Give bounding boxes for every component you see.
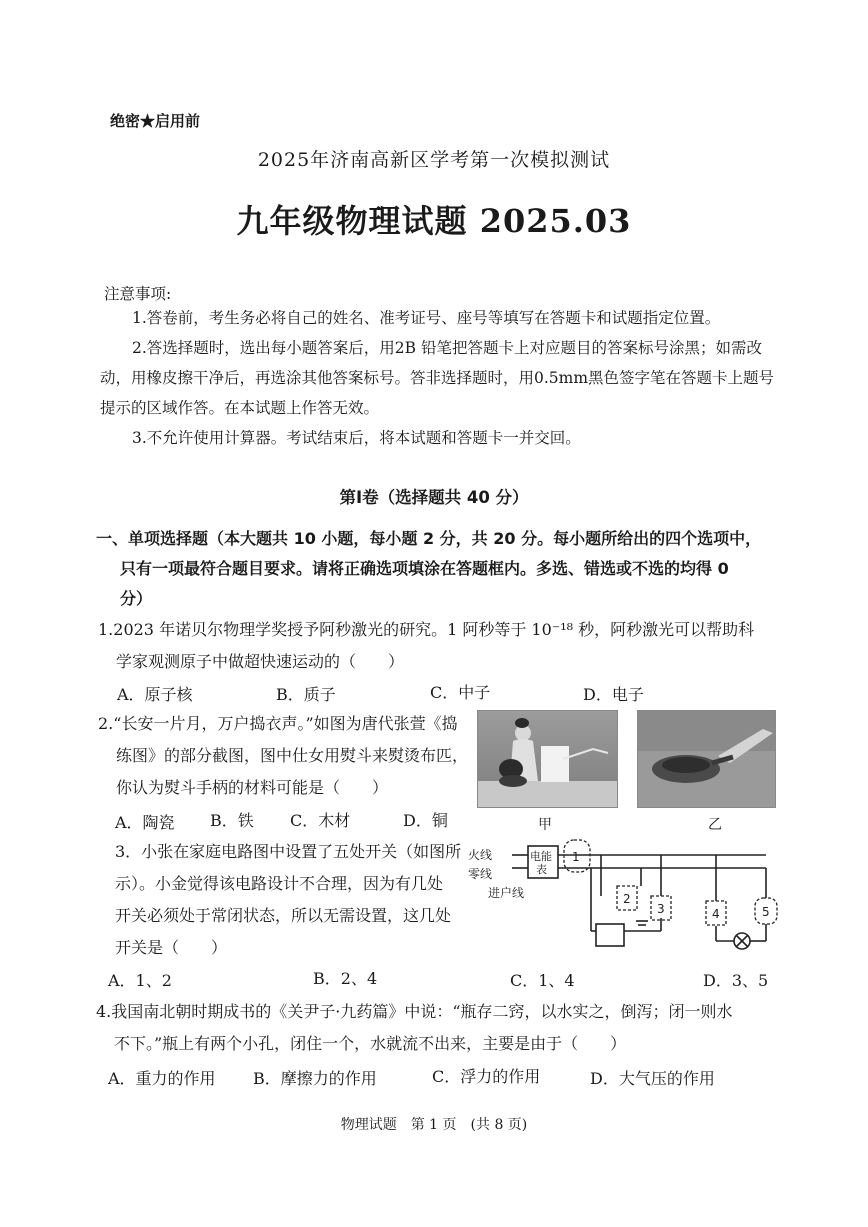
exam-subtitle: 2025年济南高新区学考第一次模拟测试 (257, 149, 611, 171)
meter-label-1: 电能 (530, 850, 552, 863)
notice-item-3: 3.不允许使用计算器。考试结束后，将本试题和答题卡一并交回。 (132, 429, 581, 447)
q3-option-a[interactable]: A．1、2 (108, 971, 172, 990)
circuit-diagram (466, 826, 786, 958)
question-2-stem-line3: 你认为熨斗手柄的材料可能是（ ） (116, 778, 389, 797)
q3-option-c[interactable]: C．1、4 (510, 971, 575, 990)
section1-line1: 一、单项选择题（本大题共 10 小题，每小题 2 分，共 20 分。每小题所给出的四个选项中， (96, 529, 762, 548)
q1-option-c[interactable]: C．中子 (430, 683, 491, 702)
switch-3-label: 3 (657, 902, 665, 916)
exam-title: 九年级物理试题 2025.03 (236, 202, 632, 240)
q4-option-c[interactable]: C．浮力的作用 (432, 1067, 541, 1086)
section1-line2: 只有一项最符合题目要求。请将正确选项填涂在答题框内。多选、错选或不选的均得 0 (120, 559, 729, 578)
painting-jia-illustration (478, 711, 617, 807)
question-3-stem-line1: 3．小张在家庭电路图中设置了五处开关（如图所 (115, 842, 462, 861)
question-4 (96, 996, 796, 1060)
iron-yi-illustration (638, 711, 775, 807)
q1-option-d[interactable]: D．电子 (583, 685, 644, 704)
question-3-stem-line3: 开关必须处于常闭状态，所以无需设置，这几处 (115, 906, 452, 925)
part1-heading: 第Ⅰ卷（选择题共 40 分） (339, 488, 529, 507)
q4-option-b[interactable]: B．摩擦力的作用 (253, 1069, 377, 1088)
question-1-stem-line2: 学家观测原子中做超快速运动的（ ） (116, 652, 405, 671)
q4-option-d[interactable]: D．大气压的作用 (590, 1069, 715, 1088)
figure-jia-painting (477, 710, 618, 808)
question-2-stem-line2: 练图》的部分截图，图中仕女用熨斗来熨烫布匹， (116, 746, 469, 765)
question-1-stem-line1: 1.2023 年诺贝尔物理学奖授予阿秒激光的研究。1 阿秒等于 10⁻¹⁸ 秒，阿秒激光可以帮助科 (98, 620, 755, 639)
q2-option-c[interactable]: C．木材 (290, 811, 351, 830)
page-footer: 物理试题 第 1 页 (共 8 页) (340, 1117, 528, 1133)
question-2-stem-line1: 2.“长安一片月，万户捣衣声。”如图为唐代张萱《捣 (98, 714, 458, 733)
q2-option-d[interactable]: D．铜 (403, 811, 448, 830)
q4-option-a[interactable]: A．重力的作用 (108, 1069, 216, 1088)
question-4-stem-line2: 不下。”瓶上有两个小孔，闭住一个，水就流不出来，主要是由于（ ） (114, 1034, 627, 1053)
notice-heading: 注意事项: (104, 285, 172, 303)
notice-item-2: 2.答选择题时，选出每小题答案后，用2B 铅笔把答题卡上对应题目的答案标号涂黑；如需改动，用橡皮擦干净后，再选涂其他答案标号。答非选择题时，用0.5mm黑色签字笔在答题卡上题号提示的区域作答。在本试题上作答无效。 (100, 339, 775, 417)
q2-option-a[interactable]: A．陶瓷 (115, 813, 175, 832)
q2-option-b[interactable]: B．铁 (210, 811, 254, 830)
question-3 (115, 836, 475, 964)
question-1 (98, 614, 798, 678)
entry-line-label: 进户线 (488, 886, 525, 900)
switch-5-label: 5 (762, 905, 770, 919)
q3-option-d[interactable]: D．3、5 (703, 971, 769, 990)
switch-4-label: 4 (712, 907, 720, 921)
q1-option-a[interactable]: A．原子核 (117, 685, 193, 704)
q1-option-b[interactable]: B．质子 (276, 685, 336, 704)
figure-label-yi: 乙 (708, 817, 722, 833)
q3-option-b[interactable]: B．2、4 (313, 969, 378, 988)
figure-yi-iron (637, 710, 776, 808)
confidential-mark: 绝密★启用前 (110, 112, 201, 130)
live-wire-label: 火线 (468, 848, 493, 862)
question-2 (98, 708, 478, 804)
neutral-wire-label: 零线 (468, 867, 493, 881)
question-3-stem-line4: 开关是（ ） (115, 938, 228, 957)
switch-1-label: 1 (572, 850, 580, 864)
question-3-stem-line2: 示）。小金觉得该电路设计不合理，因为有几处 (115, 874, 444, 893)
switch-2-label: 2 (623, 892, 631, 906)
meter-label-2: 表 (536, 863, 547, 876)
section1-heading (96, 524, 776, 614)
notice-item-1: 1.答卷前，考生务必将自己的姓名、准考证号、座号等填写在答题卡和试题指定位置。 (132, 309, 721, 327)
figure-label-jia: 甲 (538, 817, 552, 833)
appliance-box (596, 924, 624, 946)
question-4-stem-line1: 4.我国南北朝时期成书的《关尹子·九药篇》中说：“瓶存二窍，以水实之，倒泻；闭一则水 (96, 1002, 733, 1021)
section1-line3: 分） (120, 589, 153, 608)
